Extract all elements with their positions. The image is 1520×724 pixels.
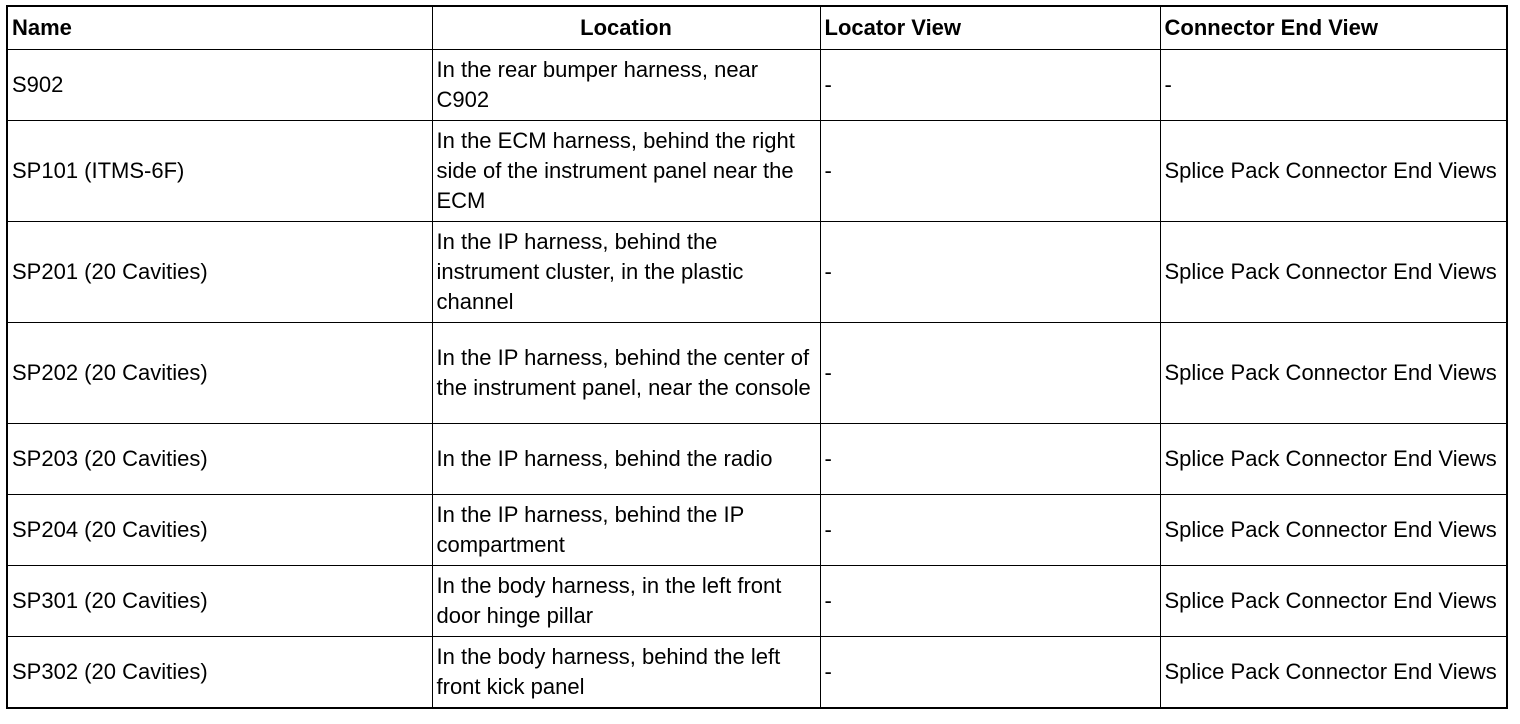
table-row — [7, 637, 1507, 709]
cell-name: SP201 (20 Cavities) — [7, 222, 432, 323]
cell-connector-end-view[interactable]: Splice Pack Connector End Views — [1160, 637, 1507, 709]
cell-locator-view: - — [820, 121, 1160, 222]
cell-connector-end-view[interactable]: Splice Pack Connector End Views — [1160, 424, 1507, 495]
cell-location: In the body harness, in the left front door hinge pillar — [432, 566, 820, 637]
cell-connector-end-view: - — [1160, 50, 1507, 121]
cell-location: In the IP harness, behind the instrument cluster, in the plastic channel — [432, 222, 820, 323]
header-name: Name — [7, 6, 432, 50]
cell-name: SP204 (20 Cavities) — [7, 495, 432, 566]
cell-connector-end-view[interactable]: Splice Pack Connector End Views — [1160, 121, 1507, 222]
splice-location-table — [6, 5, 1508, 709]
cell-connector-end-view[interactable]: Splice Pack Connector End Views — [1160, 222, 1507, 323]
cell-location: In the IP harness, behind the IP compartment — [432, 495, 820, 566]
cell-locator-view: - — [820, 495, 1160, 566]
cell-name: SP202 (20 Cavities) — [7, 323, 432, 424]
cell-locator-view: - — [820, 566, 1160, 637]
cell-name: SP301 (20 Cavities) — [7, 566, 432, 637]
cell-location: In the rear bumper harness, near C902 — [432, 50, 820, 121]
cell-location: In the ECM harness, behind the right side of the instrument panel near the ECM — [432, 121, 820, 222]
table-row — [7, 50, 1507, 121]
cell-location: In the IP harness, behind the center of the instrument panel, near the console — [432, 323, 820, 424]
table-row — [7, 495, 1507, 566]
cell-locator-view: - — [820, 637, 1160, 709]
cell-connector-end-view[interactable]: Splice Pack Connector End Views — [1160, 566, 1507, 637]
cell-name: SP101 (ITMS-6F) — [7, 121, 432, 222]
cell-locator-view: - — [820, 50, 1160, 121]
cell-locator-view: - — [820, 222, 1160, 323]
header-locator-view: Locator View — [820, 6, 1160, 50]
cell-locator-view: - — [820, 424, 1160, 495]
cell-name: SP302 (20 Cavities) — [7, 637, 432, 709]
header-connector-end-view: Connector End View — [1160, 6, 1507, 50]
cell-name: SP203 (20 Cavities) — [7, 424, 432, 495]
table-row — [7, 566, 1507, 637]
table-header-row — [7, 6, 1507, 50]
cell-location: In the IP harness, behind the radio — [432, 424, 820, 495]
cell-name: S902 — [7, 50, 432, 121]
table-row — [7, 323, 1507, 424]
table-row — [7, 121, 1507, 222]
cell-connector-end-view[interactable]: Splice Pack Connector End Views — [1160, 495, 1507, 566]
header-location: Location — [432, 6, 820, 50]
table-row — [7, 222, 1507, 323]
cell-location: In the body harness, behind the left front kick panel — [432, 637, 820, 709]
cell-connector-end-view[interactable]: Splice Pack Connector End Views — [1160, 323, 1507, 424]
document-body — [6, 5, 1506, 709]
table-row — [7, 424, 1507, 495]
cell-locator-view: - — [820, 323, 1160, 424]
